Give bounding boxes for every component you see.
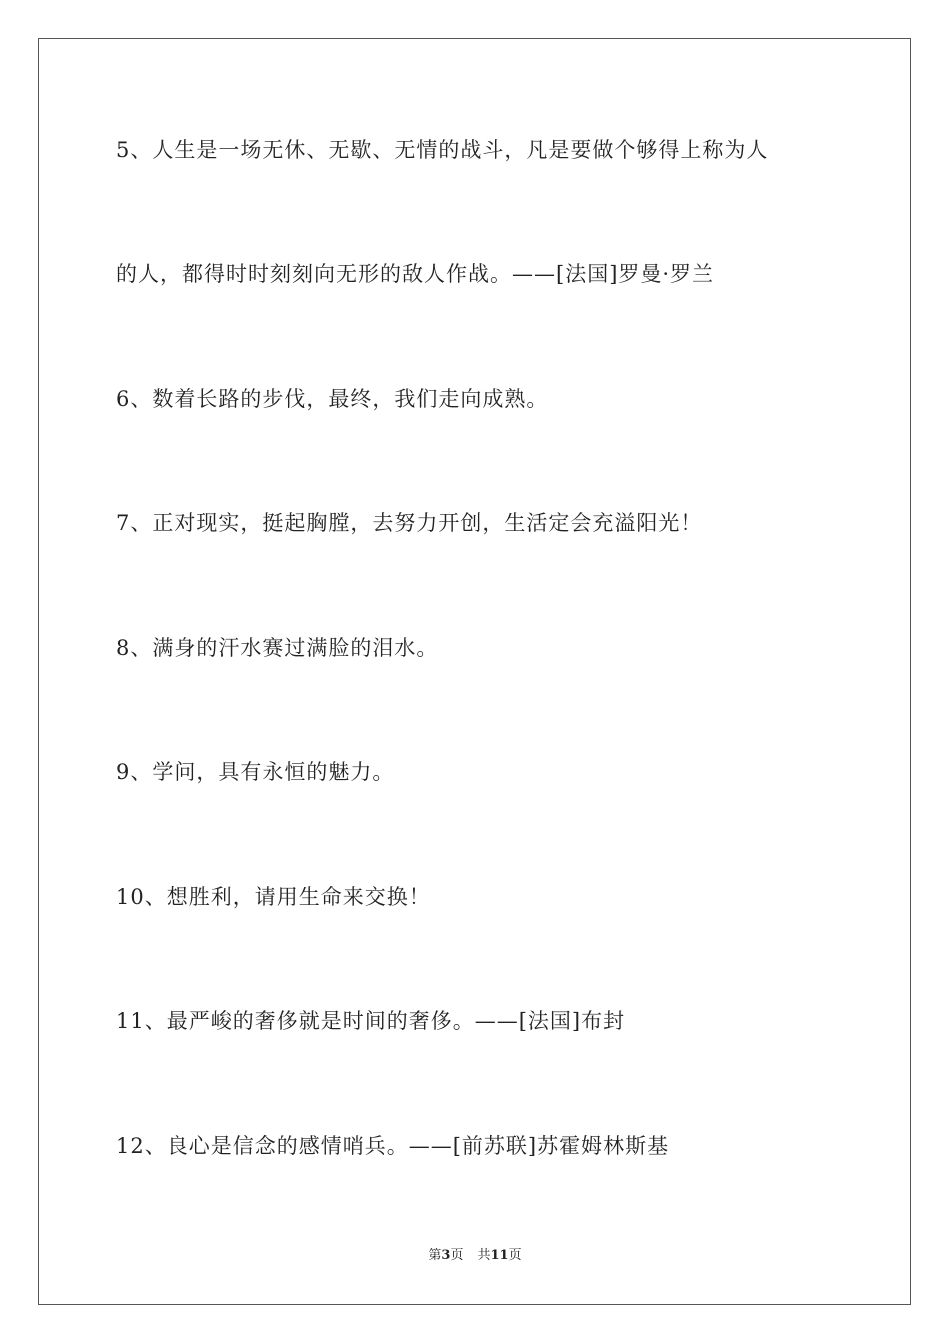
total-suffix: 页 [508,1248,522,1263]
page-frame [38,38,911,1305]
paragraph-line-9: 12、良心是信念的感情哨兵。——[前苏联]苏霍姆林斯基 [116,1134,670,1158]
page-footer [0,1247,950,1265]
page-total: 11 [490,1248,509,1263]
paragraph-line-2: 的人，都得时时刻刻向无形的敌人作战。——[法国]罗曼·罗兰 [116,262,715,286]
page-suffix: 页 [450,1248,464,1263]
total-prefix: 共 [477,1248,491,1263]
page-prefix: 第 [428,1248,442,1263]
paragraph-line-1: 5、人生是一场无休、无歇、无情的战斗，凡是要做个够得上称为人 [116,138,769,162]
paragraph-line-6: 9、学问，具有永恒的魅力。 [116,760,395,784]
paragraph-line-4: 7、正对现实，挺起胸膛，去努力开创，生活定会充溢阳光！ [116,511,703,535]
page-current: 3 [441,1248,451,1263]
paragraph-line-7: 10、想胜利，请用生命来交换！ [116,885,431,909]
paragraph-line-3: 6、数着长路的步伐，最终，我们走向成熟。 [116,387,549,411]
paragraph-line-8: 11、最严峻的奢侈就是时间的奢侈。——[法国]布封 [116,1009,626,1033]
paragraph-line-5: 8、满身的汗水赛过满脸的泪水。 [116,636,439,660]
